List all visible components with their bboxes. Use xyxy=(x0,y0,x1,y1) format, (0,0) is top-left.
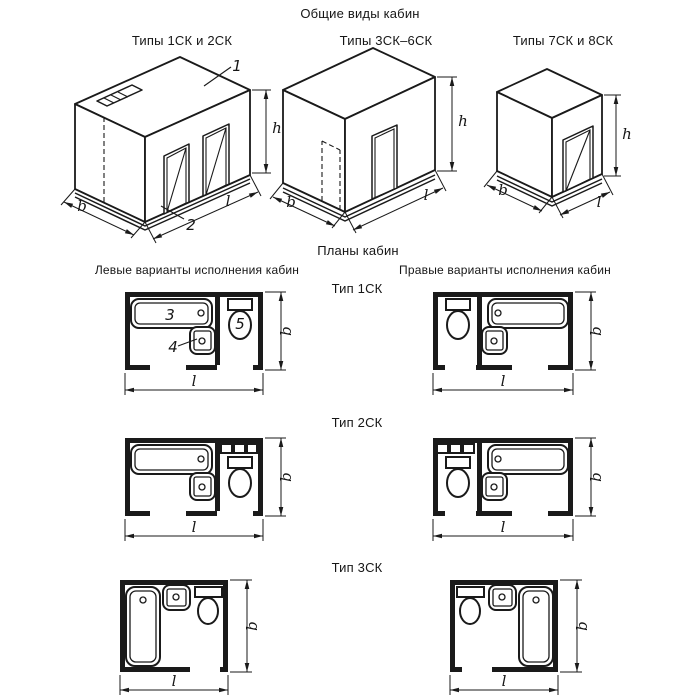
plan-2ck-right xyxy=(433,438,605,541)
wall-top xyxy=(433,292,573,297)
dim-label-b: b xyxy=(277,326,295,336)
dim-arrowhead xyxy=(589,438,594,447)
bathtub xyxy=(488,445,568,474)
door-opening xyxy=(372,125,397,199)
dim-label-h: h xyxy=(458,112,468,130)
row-title-type-3ck: Тип 3СК xyxy=(331,560,383,575)
wall-left xyxy=(433,292,438,370)
wall-bottom-segment xyxy=(186,511,217,516)
dim-arrowhead xyxy=(245,580,250,589)
dim-arrowhead xyxy=(433,388,442,393)
plan-1ck-right xyxy=(433,292,605,395)
wall-bottom-segment xyxy=(125,365,150,370)
dim-label-l: l xyxy=(191,372,197,390)
plans-title: Планы кабин xyxy=(317,243,399,258)
washbasin xyxy=(163,585,190,610)
wall-right xyxy=(223,580,228,672)
dim-arrowhead xyxy=(254,534,263,539)
washbasin xyxy=(482,473,507,500)
wall-bottom-segment xyxy=(433,365,445,370)
dim-arrowhead xyxy=(125,388,134,393)
partition-wall xyxy=(215,297,220,365)
ext-line xyxy=(435,170,446,191)
dim-label-b: b xyxy=(573,621,591,631)
dim-label-l: l xyxy=(225,192,231,210)
dim-arrowhead xyxy=(264,90,269,99)
dim-arrowhead xyxy=(614,167,619,176)
wall-right xyxy=(568,292,573,370)
wall-top xyxy=(433,438,573,443)
callout-1: 1 xyxy=(232,57,242,75)
dim-label-b: b xyxy=(498,181,508,199)
ext-line xyxy=(484,171,497,187)
wall-bottom-segment xyxy=(476,511,512,516)
ext-line xyxy=(270,183,283,199)
partition-wall xyxy=(215,443,220,511)
dim-label-b: b xyxy=(286,193,296,211)
bathtub xyxy=(488,299,568,328)
wall-right xyxy=(258,292,263,370)
dim-arrowhead xyxy=(564,534,573,539)
partition-wall xyxy=(477,443,482,511)
dim-arrowhead xyxy=(575,580,580,589)
wall-right xyxy=(568,438,573,516)
dim-label-l: l xyxy=(500,518,506,536)
washbasin xyxy=(190,473,215,500)
dim-arrowhead xyxy=(533,205,542,211)
wall-bottom-segment xyxy=(253,365,263,370)
view-title-3ck-6ck: Типы 3СК–6СК xyxy=(339,33,433,48)
dim-arrowhead xyxy=(450,688,459,693)
door-opening-1 xyxy=(164,144,189,214)
right-variants-title: Правые варианты исполнения кабин xyxy=(399,263,611,277)
dim-arrowhead xyxy=(353,224,362,230)
callout-2: 2 xyxy=(186,216,196,234)
wall-bottom-segment xyxy=(186,365,217,370)
dim-arrowhead xyxy=(589,507,594,516)
plan-2ck-left xyxy=(125,438,295,541)
cabin-view-3ck-6ck xyxy=(270,48,468,233)
dim-arrowhead xyxy=(245,663,250,672)
dim-arrowhead xyxy=(279,507,284,516)
wall-top xyxy=(125,292,263,297)
row-title-type-2ck: Тип 2СК xyxy=(331,415,383,430)
bathtub xyxy=(126,587,160,666)
wall-right xyxy=(258,438,263,516)
dim-arrowhead xyxy=(549,688,558,693)
dim-arrowhead xyxy=(589,361,594,370)
shelf-blocks xyxy=(437,444,474,453)
dim-arrowhead xyxy=(564,388,573,393)
wall-bottom-segment xyxy=(450,667,462,672)
door-opening-2 xyxy=(203,124,229,196)
cabin-view-1ck-2ck xyxy=(61,57,282,243)
toilet xyxy=(195,587,222,624)
wall-left xyxy=(450,580,455,672)
wall-bottom-segment xyxy=(548,365,573,370)
wall-bottom-segment xyxy=(125,511,150,516)
dim-arrowhead xyxy=(279,438,284,447)
washbasin xyxy=(489,585,516,610)
dim-label-l: l xyxy=(423,186,429,204)
row-title-type-1ck: Тип 1СК xyxy=(331,281,383,296)
dim-arrowhead xyxy=(64,202,73,208)
dim-arrowhead xyxy=(560,209,569,215)
dim-arrowhead xyxy=(279,361,284,370)
dim-label-l: l xyxy=(501,672,507,690)
dim-label-h: h xyxy=(272,119,282,137)
wall-bottom-segment xyxy=(476,365,512,370)
bathtub xyxy=(519,587,553,666)
dim-arrowhead xyxy=(601,192,610,198)
dim-arrowhead xyxy=(273,197,282,203)
partition-wall xyxy=(477,297,482,365)
dim-arrowhead xyxy=(120,688,129,693)
dim-label-b: b xyxy=(243,621,261,631)
wall-left xyxy=(125,438,130,516)
ext-line xyxy=(61,189,75,205)
view-title-7ck-8ck: Типы 7СК и 8СК xyxy=(512,33,614,48)
dim-arrowhead xyxy=(264,164,269,173)
plan-1ck-left xyxy=(125,292,295,395)
view-title-1ck-2ck: Типы 1СК и 2СК xyxy=(131,33,233,48)
general-views-title: Общие виды кабин xyxy=(300,6,420,21)
toilet xyxy=(228,457,252,497)
plan-3ck-left xyxy=(120,580,261,695)
toilet xyxy=(446,299,470,339)
dim-arrowhead xyxy=(326,220,335,226)
dim-arrowhead xyxy=(219,688,228,693)
dim-label-l: l xyxy=(500,372,506,390)
dim-arrowhead xyxy=(575,663,580,672)
wall-left xyxy=(125,292,130,370)
dim-arrowhead xyxy=(434,188,443,194)
left-variants-title: Левые варианты исполнения кабин xyxy=(94,263,300,277)
wall-left xyxy=(120,580,125,672)
toilet xyxy=(457,587,484,624)
dim-arrowhead xyxy=(450,77,455,86)
dim-label-b: b xyxy=(77,197,87,215)
dim-label-b: b xyxy=(587,326,605,336)
dim-arrowhead xyxy=(153,233,162,239)
bathtub xyxy=(131,445,212,474)
wall-bottom-segment xyxy=(220,667,228,672)
dim-label-b: b xyxy=(587,472,605,482)
dim-label-l: l xyxy=(171,672,177,690)
callout-5: 5 xyxy=(235,315,245,333)
dim-arrowhead xyxy=(450,162,455,171)
dim-arrowhead xyxy=(433,534,442,539)
plan-3ck-right xyxy=(450,580,591,695)
wall-bottom-segment xyxy=(433,511,445,516)
wall-bottom-segment xyxy=(120,667,190,672)
shelf-blocks xyxy=(221,444,257,453)
dim-arrowhead xyxy=(487,185,496,191)
dim-label-b: b xyxy=(277,472,295,482)
wall-bottom-segment xyxy=(548,511,573,516)
dim-arrowhead xyxy=(279,292,284,301)
dim-arrowhead xyxy=(125,229,134,235)
dim-label-l: l xyxy=(596,193,602,211)
toilet xyxy=(446,457,470,497)
dim-arrowhead xyxy=(614,95,619,104)
callout-3: 3 xyxy=(165,306,175,324)
dim-arrowhead xyxy=(125,534,134,539)
ext-line xyxy=(602,174,613,195)
dim-arrowhead xyxy=(249,192,258,198)
dim-label-l: l xyxy=(191,518,197,536)
washbasin xyxy=(482,327,507,354)
dim-arrowhead xyxy=(589,292,594,301)
dim-arrowhead xyxy=(254,388,263,393)
wall-bottom-segment xyxy=(253,511,263,516)
cabin-view-7ck-8ck xyxy=(484,69,632,218)
dim-label-h: h xyxy=(622,125,632,143)
wall-top xyxy=(125,438,263,443)
callout-4: 4 xyxy=(168,338,178,356)
